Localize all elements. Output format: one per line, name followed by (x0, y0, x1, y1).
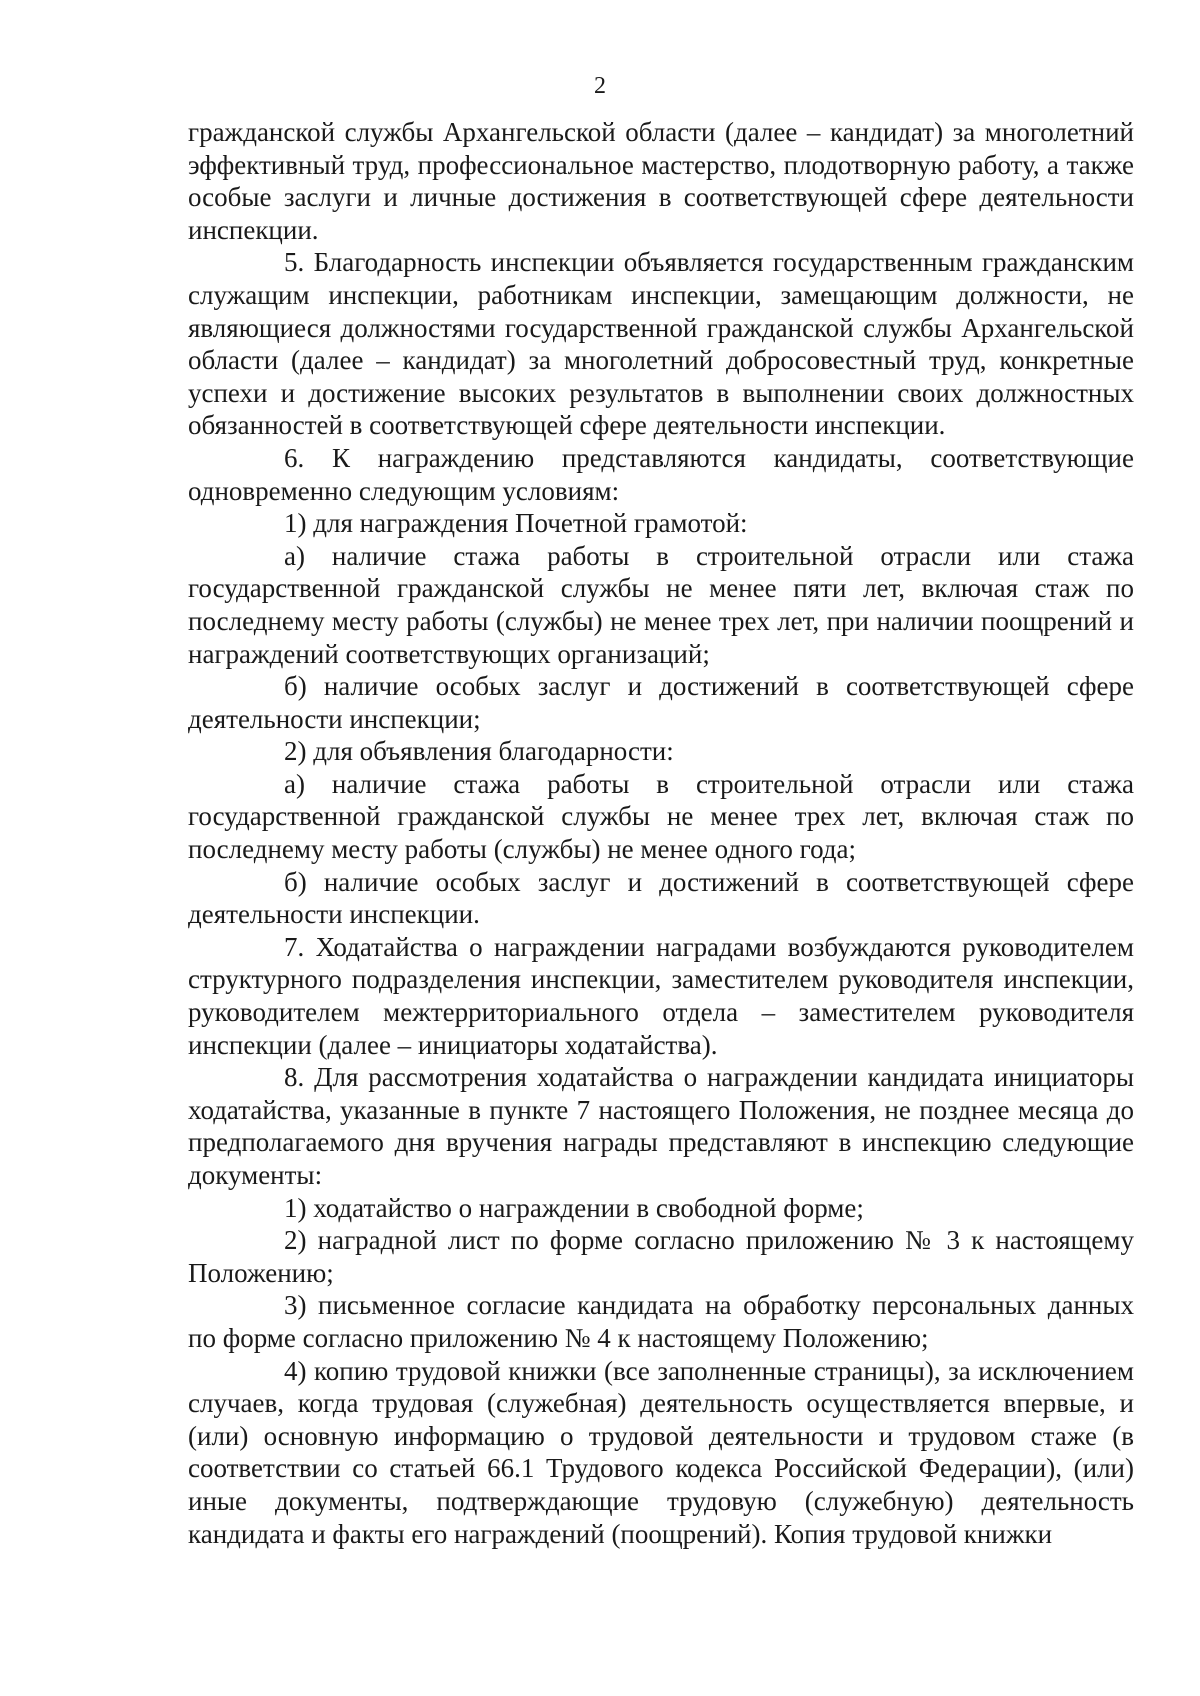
subitem-6-1-a: а) наличие стажа работы в строительной отрасли или стажа государственной гражданской службы не менее пяти лет, включая стаж по последнему месту работы (службы) не менее трех лет, при наличии поощрений и награждений соответствующих организаций; (188, 540, 1134, 669)
subitem-8-3: 3) письменное согласие кандидата на обработку персональных данных по форме согласно приложению № 4 к настоящему Положению; (188, 1290, 1134, 1353)
subitem-6-2-a: а) наличие стажа работы в строительной отрасли или стажа государственной гражданской службы не менее трех лет, включая стаж по последнему месту работы (службы) не менее одного года; (188, 768, 1134, 865)
paragraph-item-5: 5. Благодарность инспекции объявляется государственным гражданским служащим инспекции, работникам инспекции, замещающим должности, не являющиеся должностями государственной гражданской службы Архангельской области (далее – кандидат) за многолетний добросовестный труд, конкретные успехи и достижение высоких результатов в выполнении своих должностных обязанностей в соответствующей сфере деятельности инспекции. (188, 247, 1134, 441)
subitem-6-1-b: б) наличие особых заслуг и достижений в соответствующей сфере деятельности инспекции; (188, 671, 1134, 734)
page-number: 2 (594, 73, 606, 99)
subitem-6-1: 1) для награждения Почетной грамотой: (284, 508, 748, 539)
subitem-6-2-b: б) наличие особых заслуг и достижений в соответствующей сфере деятельности инспекции. (188, 866, 1134, 930)
subitem-8-4: 4) копию трудовой книжки (все заполненные страницы), за исключением случаев, когда трудовая (служебная) деятельность осуществляется впервые, и (или) основную информацию о трудовой деятельности и трудовом стаже (в соответствии со статьей 66.1 Трудового кодекса Российской Федерации), (или) иные документы, подтверждающие трудовую (служебную) деятельность кандидата и факты его награждений (поощрений). Копия трудовой книжки (188, 1355, 1134, 1549)
subitem-8-1: 1) ходатайство о награждении в свободной форме; (284, 1192, 864, 1223)
subitem-6-2: 2) для объявления благодарности: (284, 736, 674, 767)
paragraph-item-6: 6. К награждению представляются кандидаты, соответствующие одновременно следующим условиям: (188, 442, 1134, 506)
subitem-8-2: 2) наградной лист по форме согласно приложению № 3 к настоящему Положению; (188, 1225, 1134, 1288)
paragraph-item-7: 7. Ходатайства о награждении наградами возбуждаются руководителем структурного подразделения инспекции, заместителем руководителя инспекции, руководителем межтерриториального отдела – заместителем руководителя инспекции (далее – инициаторы ходатайства). (188, 931, 1134, 1060)
document-body (188, 116, 1134, 1550)
paragraph-item-8: 8. Для рассмотрения ходатайства о награждении кандидата инициаторы ходатайства, указанные в пункте 7 настоящего Положения, не позднее месяца до предполагаемого дня вручения награды представляют в инспекцию следующие документы: (188, 1062, 1134, 1190)
paragraph-continuation: гражданской службы Архангельской области (далее – кандидат) за многолетний эффективный труд, профессиональное мастерство, плодотворную работу, а также особые заслуги и личные достижения в соответствующей сфере деятельности инспекции. (188, 117, 1134, 245)
